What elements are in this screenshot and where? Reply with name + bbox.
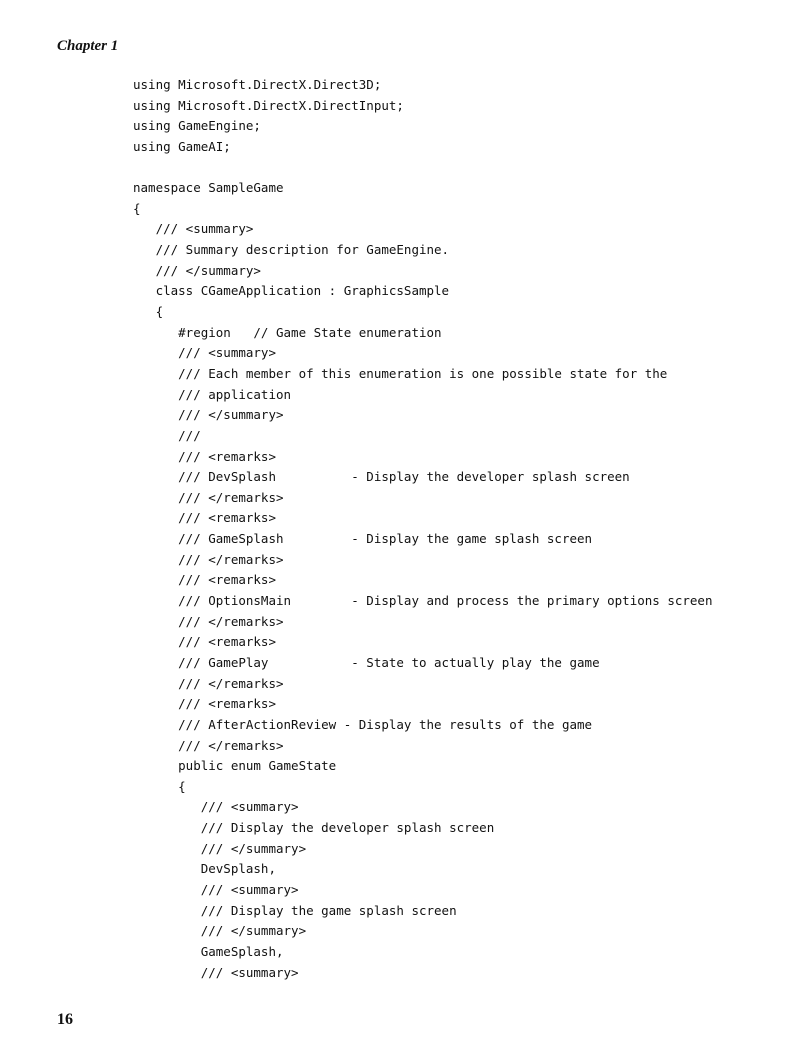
code-line: /// <remarks> [133, 634, 276, 650]
code-line: GameSplash, [133, 943, 284, 959]
code-line: /// Display the developer splash screen [133, 820, 495, 836]
code-line: /// <summary> [133, 221, 254, 237]
code-line: using GameAI; [133, 138, 231, 154]
code-line: { [133, 778, 186, 794]
code-line: class CGameApplication : GraphicsSample [133, 283, 450, 299]
code-line: /// Display the game splash screen [133, 902, 457, 918]
code-line: using Microsoft.DirectX.Direct3D; [133, 77, 382, 92]
code-line: /// <remarks> [133, 448, 276, 464]
code-line: /// </summary> [133, 923, 307, 939]
code-line: /// DevSplash - Display the developer splash screen [133, 469, 630, 485]
code-line: /// <remarks> [133, 572, 276, 588]
code-line: using Microsoft.DirectX.DirectInput; [133, 97, 404, 113]
code-line: /// application [133, 386, 292, 402]
code-line: /// <summary> [133, 345, 276, 361]
code-line: /// GamePlay - State to actually play the game [133, 654, 600, 670]
code-line: /// Each member of this enumeration is one possible state for the [133, 365, 668, 381]
code-line: /// </remarks> [133, 613, 284, 629]
code-line: /// [133, 427, 201, 443]
code-line: /// </remarks> [133, 551, 284, 567]
code-line: /// </remarks> [133, 489, 284, 505]
code-line: #region // Game State enumeration [133, 324, 442, 340]
code-line: public enum GameState [133, 758, 337, 774]
code-line: /// <remarks> [133, 696, 276, 712]
code-line: using GameEngine; [133, 118, 261, 134]
code-listing [133, 75, 712, 983]
chapter-header: Chapter 1 [57, 38, 119, 54]
code-line: /// </remarks> [133, 675, 284, 691]
code-line: /// <summary> [133, 799, 299, 815]
code-line: /// AfterActionReview - Display the results of the game [133, 716, 593, 732]
code-line: { [133, 200, 141, 216]
code-line: /// Summary description for GameEngine. [133, 242, 450, 258]
code-line: { [133, 304, 164, 320]
code-line: /// </summary> [133, 262, 261, 278]
code-line: /// OptionsMain - Display and process the primary options screen [133, 593, 713, 609]
code-line: DevSplash, [133, 861, 276, 877]
code-line: /// <summary> [133, 881, 299, 897]
code-line: namespace SampleGame [133, 180, 284, 196]
code-line: /// </summary> [133, 407, 284, 423]
code-line: /// </summary> [133, 840, 307, 856]
code-line: /// <remarks> [133, 510, 276, 526]
page-number: 16 [57, 1011, 73, 1028]
code-line: /// </remarks> [133, 737, 284, 753]
code-line: /// GameSplash - Display the game splash screen [133, 531, 593, 547]
code-line [133, 158, 712, 179]
code-line: /// <summary> [133, 964, 299, 980]
